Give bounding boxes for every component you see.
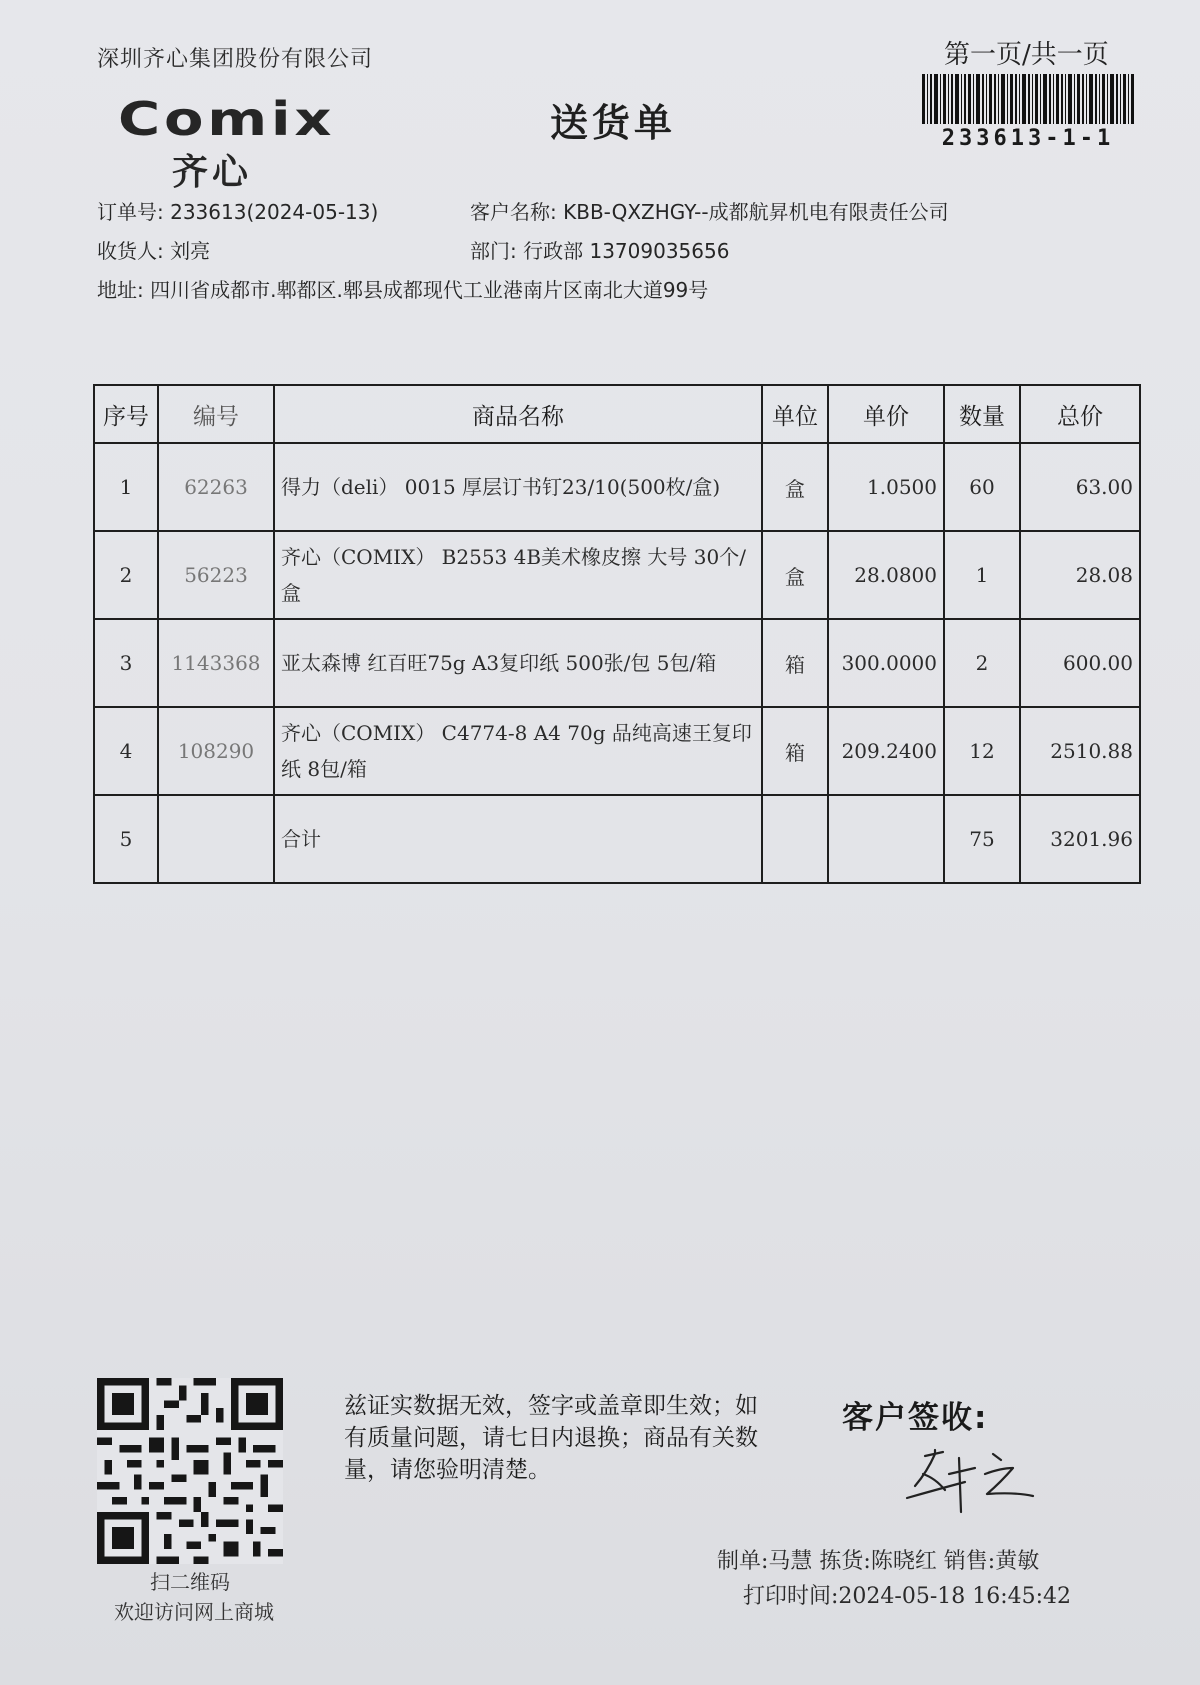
cell-total: 600.00 xyxy=(1020,619,1140,707)
receiver-value: 刘亮 xyxy=(170,239,211,263)
company-name: 深圳齐心集团股份有限公司 xyxy=(97,47,374,72)
cell-code xyxy=(158,795,274,883)
brand-logo-text: Comix xyxy=(118,92,336,146)
cell-quantity: 12 xyxy=(944,707,1020,795)
barcode-number: 233613-1-1 xyxy=(941,126,1115,151)
items-table-container xyxy=(93,384,1139,884)
cell-seq: 3 xyxy=(94,619,158,707)
handwritten-signature-icon xyxy=(905,1438,1045,1518)
qr-code-icon xyxy=(97,1378,283,1564)
customer-label: 客户名称: xyxy=(470,200,557,224)
department-value: 行政部 13709035656 xyxy=(523,239,730,263)
cell-product-name: 齐心（COMIX） C4774-8 A4 70g 品纯高速王复印纸 8包/箱 xyxy=(274,707,762,795)
table-row xyxy=(94,531,1140,619)
notice-text: 兹证实数据无效，签字或盖章即生效；如有质量问题，请七日内退换；商品有关数量，请您验明清楚。 xyxy=(344,1393,758,1483)
header-unit-price: 单价 xyxy=(828,385,944,443)
address-field xyxy=(97,274,708,303)
document-title: 送货单 xyxy=(550,101,677,145)
cell-unit: 盒 xyxy=(762,443,828,531)
cell-product-name: 亚太森博 红百旺75g A3复印纸 500张/包 5包/箱 xyxy=(274,619,762,707)
table-row-total xyxy=(94,795,1140,883)
cell-unit-price: 300.0000 xyxy=(828,619,944,707)
order-number-label: 订单号: xyxy=(97,200,164,224)
header-total-price: 总价 xyxy=(1020,385,1140,443)
qr-caption-scan: 扫二维码 xyxy=(150,1570,230,1594)
cell-unit: 箱 xyxy=(762,707,828,795)
customer-field xyxy=(470,196,949,225)
cell-unit: 箱 xyxy=(762,619,828,707)
cell-code: 1143368 xyxy=(158,619,274,707)
header-code: 编号 xyxy=(158,385,274,443)
cell-total: 2510.88 xyxy=(1020,707,1140,795)
cell-code: 108290 xyxy=(158,707,274,795)
cell-code: 62263 xyxy=(158,443,274,531)
cell-quantity: 2 xyxy=(944,619,1020,707)
cell-product-name: 得力（deli） 0015 厚层订书钉23/10(500枚/盒) xyxy=(274,443,762,531)
page-info: 第一页/共一页 xyxy=(944,40,1109,70)
department-field xyxy=(470,235,729,264)
department-label: 部门: xyxy=(470,239,517,263)
table-header-row xyxy=(94,385,1140,443)
order-number-value: 233613(2024-05-13) xyxy=(170,200,379,224)
order-number-field xyxy=(97,196,378,225)
table-row xyxy=(94,443,1140,531)
customer-value: KBB-QXZHGY--成都航昇机电有限责任公司 xyxy=(563,200,949,224)
table-row xyxy=(94,619,1140,707)
cell-quantity-sum: 75 xyxy=(944,795,1020,883)
cell-quantity: 1 xyxy=(944,531,1020,619)
qr-caption-visit: 欢迎访问网上商城 xyxy=(114,1600,274,1624)
cell-total: 28.08 xyxy=(1020,531,1140,619)
cell-unit-price: 209.2400 xyxy=(828,707,944,795)
header-unit: 单位 xyxy=(762,385,828,443)
cell-seq: 1 xyxy=(94,443,158,531)
receiver-label: 收货人: xyxy=(97,239,164,263)
address-value: 四川省成都市.郫都区.郫县成都现代工业港南片区南北大道99号 xyxy=(150,278,709,302)
cell-unit xyxy=(762,795,828,883)
cell-total-label: 合计 xyxy=(274,795,762,883)
cell-code: 56223 xyxy=(158,531,274,619)
items-table xyxy=(93,384,1141,884)
cell-product-name: 齐心（COMIX） B2553 4B美术橡皮擦 大号 30个/盒 xyxy=(274,531,762,619)
customer-signature-label: 客户签收: xyxy=(842,1400,989,1436)
staff-info: 制单:马慧 拣货:陈晓红 销售:黄敏 xyxy=(717,1549,1040,1574)
table-row xyxy=(94,707,1140,795)
cell-seq: 2 xyxy=(94,531,158,619)
cell-unit-price: 28.0800 xyxy=(828,531,944,619)
header-quantity: 数量 xyxy=(944,385,1020,443)
brand-logo-chinese: 齐心 xyxy=(172,152,253,193)
cell-grand-total: 3201.96 xyxy=(1020,795,1140,883)
receiver-field xyxy=(97,235,210,264)
cell-seq: 5 xyxy=(94,795,158,883)
cell-unit: 盒 xyxy=(762,531,828,619)
cell-unit-price xyxy=(828,795,944,883)
header-seq: 序号 xyxy=(94,385,158,443)
cell-quantity: 60 xyxy=(944,443,1020,531)
print-time: 打印时间:2024-05-18 16:45:42 xyxy=(743,1584,1072,1609)
barcode-icon xyxy=(922,74,1134,124)
cell-seq: 4 xyxy=(94,707,158,795)
header-product-name: 商品名称 xyxy=(274,385,762,443)
cell-unit-price: 1.0500 xyxy=(828,443,944,531)
cell-total: 63.00 xyxy=(1020,443,1140,531)
address-label: 地址: xyxy=(97,278,144,302)
